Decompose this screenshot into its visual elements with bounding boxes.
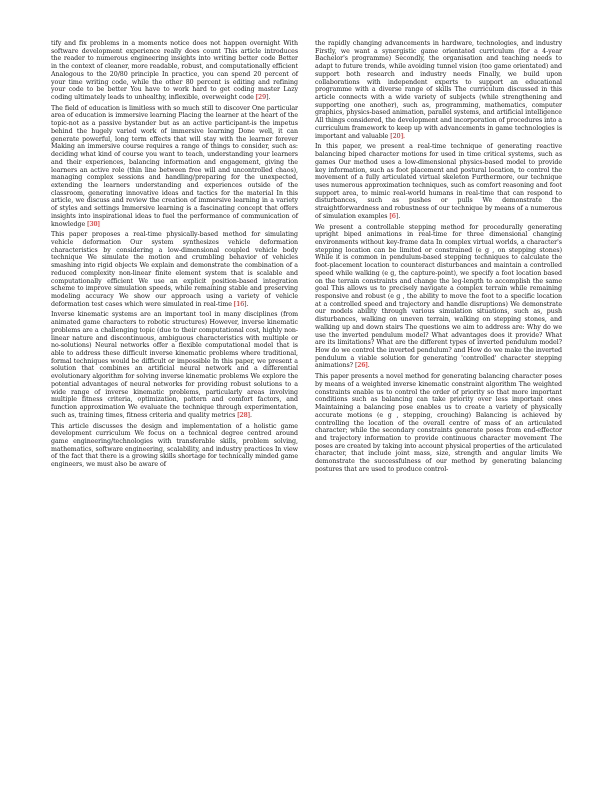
paragraph-p9 — [315, 373, 562, 473]
paragraph-p5 — [51, 423, 298, 469]
citation-link[interactable]: [29] — [255, 94, 269, 102]
citation-link[interactable]: [28] — [237, 411, 250, 419]
right-column — [315, 40, 562, 477]
paragraph-text: the rapidly changing advancements in hardware, technologies, and industry Firstly, we want a synergistic game orientated curriculum (for a 4-year Bachelor's programme) Secondly, the organisation and teaching needs to adapt to future trends, while avoiding tunnel vision (too game orientated) and support both research and industry needs Finally, we build upon collaborations with independent experts to support an educational programme with a diverse range of skills The curriculum discussed in this article connects with a wide variety of subjects (while strengthening and supporting one another), such as, programming, mathematics, computer graphics, physics-based animation, parallel systems, and artificial intelligence All things considered, the development and incorporation of procedures into a curriculum framework to keep up with advancements in game technologies is important and valuable — [315, 40, 562, 140]
paragraph-text: This paper presents a novel method for generating balancing character poses by means of a weighted inverse kinematic constraint algorithm The weighted constraints enable us to control the order of priority so that more important conditions such as balancing can take priority over less important ones Maintaining a balancing pose enables us to create a variety of physically accurate motions (e g , stepping, crouching) Balancing is achieved by controlling the location of the overall centre of mass of an articulated character; while the secondary constraints generate poses from end-effector and trajectory information to provide continuous character movement The poses are created by taking into account physical properties of the articulated character, that include joint mass, size, strength and angular limits We demonstrate the successfulness of our method by generating balancing postures that are used to produce control- — [315, 373, 562, 473]
left-column — [51, 40, 298, 472]
citation-link[interactable]: [20] — [390, 132, 404, 140]
paragraph-text: In this paper, we present a real-time technique of generating reactive balancing biped character motions for used in time critical systems, such as games Our method uses a low-dimensional physics-based model to provide key information, such as foot placement and postural location, to control the movement of a fully articulated virtual skeleton Furthermore, our technique uses numerous approximation techniques, such as comfort reasoning and foot support area, to mimic real-world humans in real-time that can respond to disturbances, such as pushes or pulls We demonstrate the straightforwardness and robustness of our technique by means of a numerous of simulation examples — [315, 143, 562, 220]
paragraph-text: This paper proposes a real-time physically-based method for simulating vehicle deformation Our system synthesizes vehicle deformation characteristics by considering a low-dimensional coupled vehicle body technique We simulate the motion and crumbling behavior of vehicles smashing into rigid objects We explain and demonstrate the combination of a reduced complexity non-linear finite element system that is scalable and computationally efficient We use an explicit position-based integration scheme to improve simulation speeds, while remaining stable and preserving modeling accuracy We show our approach using a variety of vehicle deformation test cases which were simulated in real-time — [51, 231, 298, 308]
paragraph-p7 — [315, 143, 562, 220]
paragraph-p3 — [51, 231, 298, 308]
paragraph-p4 — [51, 311, 298, 419]
citation-link[interactable]: [26] — [354, 362, 368, 370]
citation-link[interactable]: [6] — [389, 212, 399, 220]
paragraph-end: . — [268, 94, 271, 102]
paragraph-end: . — [249, 411, 252, 419]
paragraph-text: The field of education is limitless with so much still to discover One particular area of education is immersive learning Placing the learner at the heart of the topic-not as a passive bystander but as an active participant-is the impetus behind the hugely varied work of immersive learning Done well, it can generate powerful, long term effects that will stay with the learner forever Making an immersive course requires a range of things to consider, such as: deciding what kind of course you want to teach, understanding your learners and their experiences, balancing information and engagement, giving the learners an active role (thin line between free will and uncontrolled chaos), managing complex sessions and handling/preparing for the unexpected, extending the learners understanding and experiences outside of the classroom, generating innovative ideas and tactics for the material In this article, we discuss and review the creation of immersive learning in a variety of styles and settings Immersive learning is a fascinating concept that offers insights into inspirational ideas to fuel the performance of communication of knowledge — [51, 104, 298, 228]
paragraph-end: . — [398, 212, 401, 220]
paragraph-end: . — [367, 362, 370, 370]
paragraph-text: tify and fix problems in a moments notice does not happen overnight With software development experience really does count This article introduces the reader to numerous engineering insights into writing better code Better in the context of cleaner, more readable, robust, and computationally efficient Analogous to the 20/80 principle In practice, you can spend 20 percent of your time writing code, while the other 80 percent is editing and refining your code to be better You have to work hard to get coding master Lazy coding ultimately leads to unhealthy, inflexible, overweight code — [51, 40, 298, 102]
citation-link[interactable]: [30] — [87, 220, 100, 228]
paragraph-p6 — [315, 40, 562, 140]
paragraph-text: This article discusses the design and implementation of a holistic game development curriculum We focus on a technical degree centred around game engineering/technologies with transferable skills, problem solving, mathematics, software engineering, scalability, and industry practices In view of the fact that there is a growing skills shortage for technically minded game engineers, we must also be aware of — [51, 422, 298, 469]
citation-link[interactable]: [16] — [233, 300, 247, 308]
paragraph-text: Inverse kinematic systems are an important tool in many disciplines (from animated game characters to robotic structures) However, inverse kinematic problems are a challenging topic (due to their computational cost, highly non-linear nature and discontinuous, ambiguous characteristics with multiple or no-solutions) Neural networks offer a flexible computational model that is able to address these difficult inverse kinematic problems where traditional, formal techniques would be difficult or impossible In this paper, we present a solution that combines an artificial neural network and a differential evolutionary algorithm for solving inverse kinematic problems We explore the potential advantages of neural networks for providing robust solutions to a wide range of inverse kinematic problems, particularly areas involving multiple fitness criteria, optimization, pattern and comfort factors, and function approximation We evaluate the technique through experimentation, such as, training times, fitness criteria and quality metrics — [51, 311, 298, 419]
paragraph-p8 — [315, 224, 562, 371]
paragraph-text: We present a controllable stepping method for procedurally generating upright biped animations in real-time for three dimensional changing environments without key-frame data In complex virtual worlds, a character's stepping location can be limited or constrained (e g , on stepping stones) While it is common in pendulum-based stepping techniques to calculate the foot-placement location to counteract disturbances and maintain a controlled speed while walking (e g, the capture-point), we specify a foot location based on the terrain constraints and change the leg-length to accomplish the same goal This allows us to precisely navigate a complex terrain while remaining responsive and robust (e g , the ability to move the foot to a specific location at a controlled speed and trajectory and handle disruptions) We demonstrate our models ability through various simulation situations, such as, push disturbances, walking on uneven terrain, walking on stepping stones, and walking up and down stairs The questions we aim to address are: Why do we use the inverted pendulum model? What advantages does it provide? What are its limitations? What are the different types of inverted pendulum model? How do we control the inverted pendulum? and How do we make the inverted pendulum a viable solution for generating 'controlled' character stepping animations? — [315, 223, 562, 370]
paragraph-end: . — [403, 132, 405, 140]
paragraph-p2 — [51, 105, 298, 229]
paragraph-end: . — [246, 300, 249, 308]
paragraph-p1 — [51, 40, 298, 102]
